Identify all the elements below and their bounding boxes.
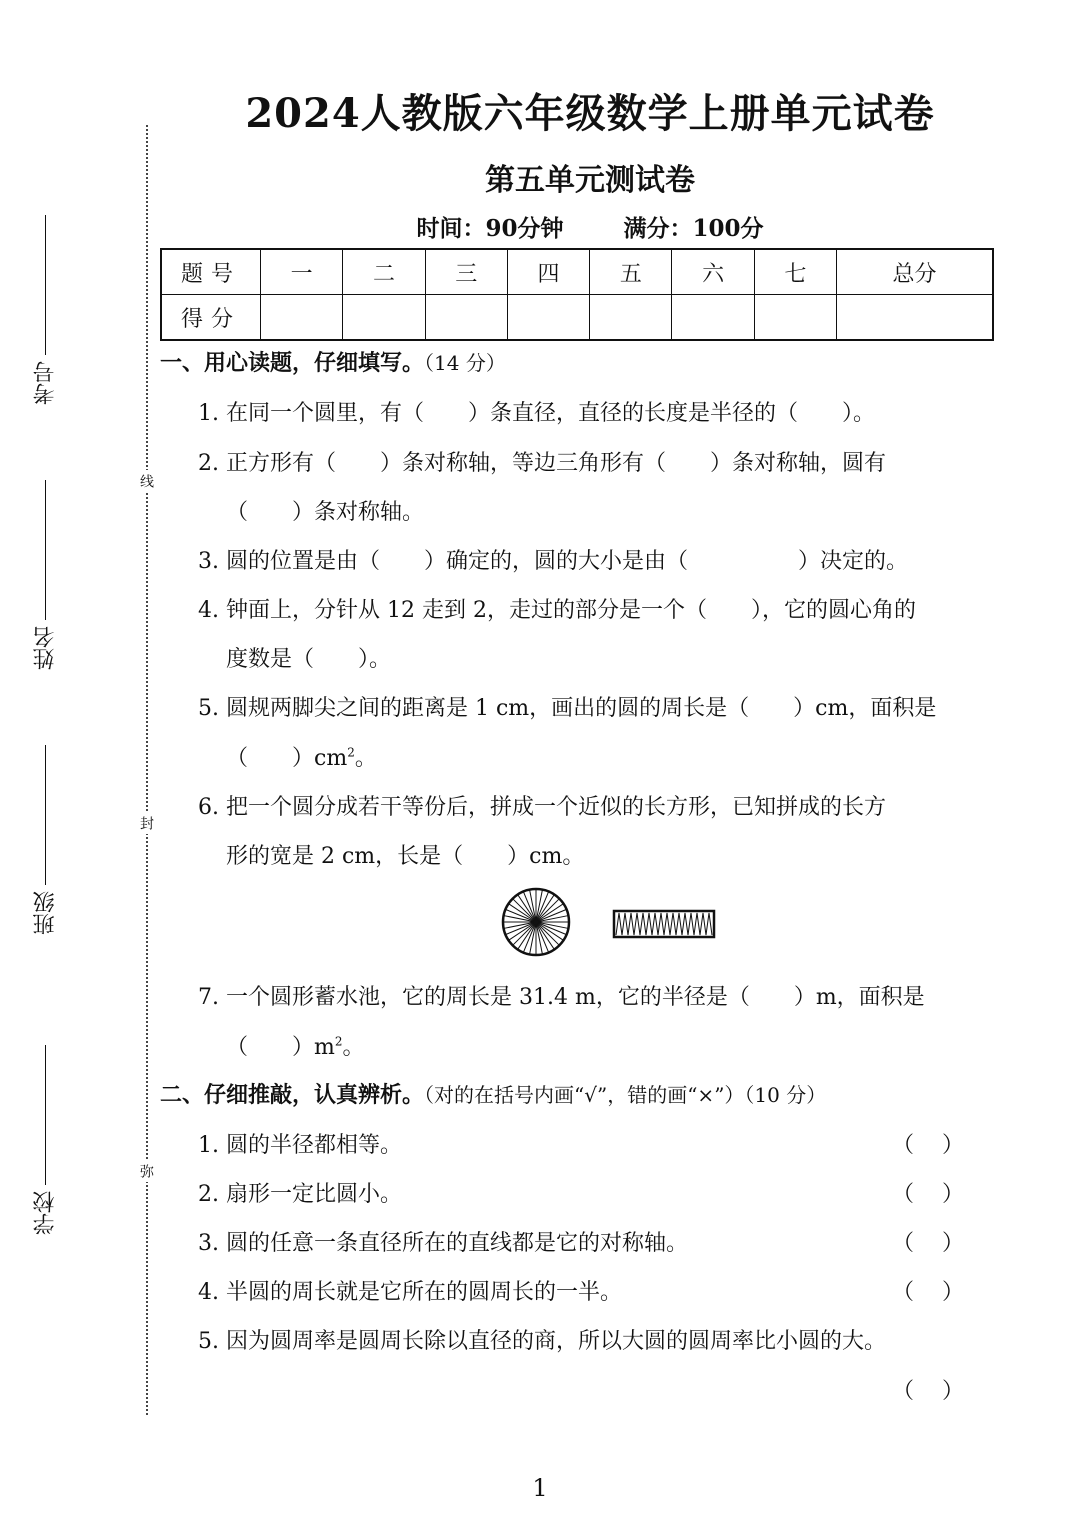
- answer-paren-5[interactable]: （）: [891, 1379, 992, 1404]
- answer-paren-2[interactable]: （）: [891, 1182, 992, 1207]
- exam-full-score: 满分：100分: [623, 215, 764, 242]
- section2-item-4: 4. 半圆的周长就是它所在的圆周长的一半。: [198, 1280, 622, 1305]
- score-cell[interactable]: [343, 295, 425, 341]
- exam-meta: [0, 210, 1080, 243]
- section2-item-1: 1. 圆的半径都相等。: [198, 1133, 402, 1158]
- seal-mark-close: 弥: [136, 1160, 156, 1182]
- section1-q7: 7. 一个圆形蓄水池，它的周长是 31.4 m，它的半径是（ ）m，面积是: [198, 985, 925, 1010]
- section1-q3: 3. 圆的位置是由（ ）确定的，圆的大小是由（ ）决定的。: [198, 549, 908, 574]
- score-cell[interactable]: [425, 295, 507, 341]
- section1-q2: 2. 正方形有（ ）条对称轴，等边三角形有（ ）条对称轴，圆有: [198, 451, 886, 476]
- score-cell[interactable]: [672, 295, 754, 341]
- page-subtitle: 第五单元测试卷: [485, 163, 695, 198]
- score-col-4: 四: [507, 249, 589, 295]
- section1-q4-cont: 度数是（ ）。: [226, 647, 392, 672]
- score-row-label-score: 得分: [161, 295, 261, 341]
- section2-note: （对的在括号内画“√”，错的画“×”）（10 分）: [424, 1083, 827, 1107]
- field-name: 姓名: [30, 480, 61, 670]
- section2-heading: [160, 1078, 826, 1109]
- section2-item-2: 2. 扇形一定比圆小。: [198, 1182, 402, 1207]
- section1-title: 一、用心读题，仔细填写。: [160, 350, 425, 376]
- field-school: 学校: [30, 1045, 61, 1235]
- exam-time: 时间：90分钟: [416, 215, 564, 242]
- page-number: 1: [532, 1474, 548, 1502]
- score-table-score-row: [161, 295, 993, 341]
- binding-dotted-line: [146, 125, 148, 1415]
- section1-q5-cont: （ ）$cm^2$。: [226, 745, 377, 771]
- section1-q6-cont: 形的宽是 2 cm，长是（ ）cm。: [226, 844, 585, 869]
- section1-q6: 6. 把一个圆分成若干等份后，拼成一个近似的长方形，已知拼成的长方: [198, 795, 886, 820]
- answer-paren-3[interactable]: （）: [891, 1231, 992, 1256]
- score-cell[interactable]: [837, 295, 993, 341]
- section2-title: 二、仔细推敲，认真辨析。: [160, 1082, 425, 1108]
- score-col-5: 五: [590, 249, 672, 295]
- field-class: 班级: [30, 745, 61, 935]
- answer-paren-1[interactable]: （）: [891, 1133, 992, 1158]
- circle-sectors-figure: [500, 886, 572, 958]
- score-cell[interactable]: [507, 295, 589, 341]
- seal-mark-seal: 封: [136, 812, 156, 834]
- score-cell[interactable]: [261, 295, 343, 341]
- score-cell[interactable]: [754, 295, 836, 341]
- field-exam-number: 考号: [30, 215, 61, 405]
- score-table: [160, 248, 994, 341]
- approx-rectangle-figure: [612, 908, 716, 940]
- section1-q7-cont: （ ）$m^2$。: [226, 1034, 365, 1060]
- section1-points: （14 分）: [424, 351, 506, 375]
- section1-q4: 4. 钟面上，分针从 12 走到 2，走过的部分是一个（ ），它的圆心角的: [198, 598, 916, 623]
- score-col-2: 二: [343, 249, 425, 295]
- score-col-1: 一: [261, 249, 343, 295]
- score-col-3: 三: [425, 249, 507, 295]
- score-table-header-row: [161, 249, 993, 295]
- section2-item-5: 5. 因为圆周率是圆周长除以直径的商，所以大圆的圆周率比小圆的大。: [198, 1329, 886, 1354]
- score-col-7: 七: [754, 249, 836, 295]
- section1-q2-cont: （ ）条对称轴。: [226, 500, 425, 525]
- section2-item-3: 3. 圆的任意一条直径所在的直线都是它的对称轴。: [198, 1231, 688, 1256]
- score-cell[interactable]: [590, 295, 672, 341]
- section1-heading: [160, 346, 506, 377]
- answer-paren-4[interactable]: （）: [891, 1280, 992, 1305]
- score-col-6: 六: [672, 249, 754, 295]
- section1-q1: 1. 在同一个圆里，有（ ）条直径，直径的长度是半径的（ ）。: [198, 401, 875, 426]
- page-title: 2024人教版六年级数学上册单元试卷: [245, 90, 935, 137]
- score-row-label-question: 题号: [161, 249, 261, 295]
- score-col-total: 总分: [837, 249, 993, 295]
- seal-mark-line: 线: [136, 470, 156, 492]
- section1-q5: 5. 圆规两脚尖之间的距离是 1 cm，画出的圆的周长是（ ）cm，面积是: [198, 696, 937, 721]
